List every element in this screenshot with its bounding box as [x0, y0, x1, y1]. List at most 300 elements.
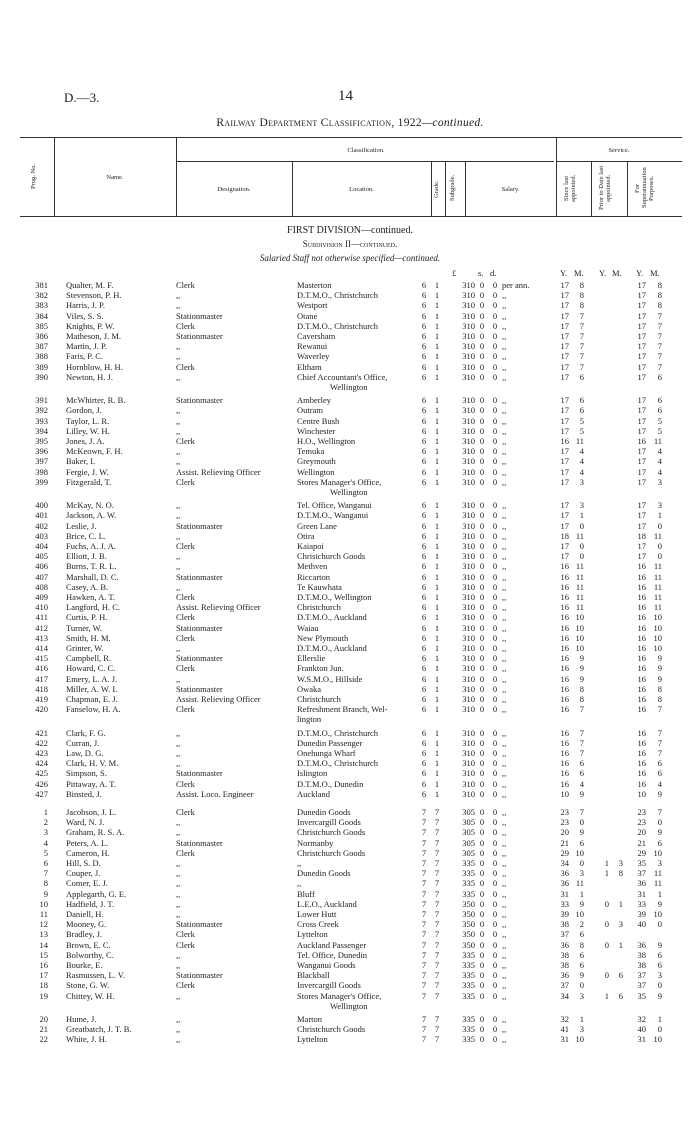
super-months-cell: 9 [657, 990, 662, 1001]
grade-cell: 6 [421, 748, 427, 758]
super-months-cell: 7 [657, 737, 662, 748]
salary-shillings-cell: 0 [479, 673, 485, 684]
salary-shillings-cell: 0 [479, 561, 485, 572]
prior-years-cell: 1 [604, 868, 609, 879]
prog-no-cell: 8 [43, 878, 48, 889]
salary-pounds-cell: 310 [462, 351, 475, 362]
name-cell: McWhirter, R. B. [66, 395, 126, 406]
prog-no-cell: 2 [43, 817, 48, 828]
name-cell: Chapman, E. J. [66, 694, 118, 704]
location-cell: Christchurch Goods [297, 827, 366, 838]
prog-no-cell: 10 [39, 898, 48, 909]
designation-cell: ,, [176, 673, 181, 684]
location-cell: Christchurch Goods [297, 551, 366, 562]
prog-no-cell: 416 [35, 663, 48, 674]
prog-no-cell: 423 [35, 748, 48, 758]
grade-cell: 7 [421, 929, 427, 940]
subgrade-cell: 7 [434, 949, 440, 960]
salary-period-cell: ,, [502, 612, 507, 623]
since-months-cell: 10 [575, 847, 584, 858]
since-months-cell: 6 [579, 960, 584, 970]
since-months-cell: 7 [579, 351, 584, 362]
location-cell: Wellington [297, 466, 335, 477]
salary-pence-cell: 0 [492, 960, 498, 970]
since-years-cell: 16 [560, 683, 569, 694]
location-cell: Christchurch Goods [297, 847, 366, 858]
since-years-cell: 16 [560, 653, 569, 664]
super-years-cell: 16 [637, 653, 646, 664]
grade-cell: 6 [421, 683, 427, 694]
subgrade-cell: 7 [434, 919, 440, 930]
salary-shillings-cell: 0 [479, 653, 485, 664]
location-cell: Stores Manager's Office, [297, 476, 382, 487]
since-months-cell: 2 [579, 919, 584, 930]
prog-no-cell: 410 [35, 602, 48, 613]
name-cell: Leslie, J. [66, 520, 97, 531]
subgrade-cell: 1 [434, 361, 440, 372]
designation-cell: Clerk [176, 939, 195, 950]
super-months-cell: 10 [653, 622, 662, 633]
salary-period-cell: ,, [502, 371, 507, 382]
location-cell: Christchurch [297, 602, 341, 613]
name-cell: Cameron, H. [66, 847, 110, 858]
grade-cell: 6 [421, 551, 427, 562]
salary-period-cell: ,, [502, 361, 507, 372]
salary-pounds-cell: 350 [462, 939, 475, 950]
salary-shillings-cell: 0 [479, 622, 485, 633]
salary-period-cell: ,, [502, 446, 507, 457]
salary-shillings-cell: 0 [479, 476, 485, 487]
salary-pence-cell: 0 [492, 663, 498, 674]
salary-pounds-cell: 310 [462, 704, 475, 715]
location-cell-continued: Wellington [330, 382, 368, 392]
super-months-cell: 3 [657, 500, 662, 511]
grade-cell: 6 [421, 788, 427, 799]
prog-no-cell: 390 [35, 371, 48, 382]
subgrade-cell: 1 [434, 632, 440, 643]
since-months-cell: 10 [575, 643, 584, 653]
grade-cell: 7 [421, 837, 427, 848]
name-cell: Simpson, S. [66, 768, 107, 779]
grade-cell: 7 [421, 878, 427, 889]
name-cell: Jackson, A. W. [66, 510, 117, 521]
salary-shillings-cell: 0 [479, 847, 485, 858]
designation-cell: ,, [176, 990, 181, 1001]
salary-shillings-cell: 0 [479, 290, 485, 301]
grade-cell: 7 [421, 970, 427, 981]
salary-pence-cell: 0 [492, 837, 498, 848]
months-label: M. [612, 268, 622, 278]
since-years-cell: 34 [560, 858, 569, 868]
subgrade-cell: 7 [434, 858, 440, 868]
location-cell: Otane [297, 310, 318, 321]
since-months-cell: 9 [579, 673, 584, 684]
super-months-cell: 11 [653, 561, 662, 572]
salary-pence-cell: 0 [492, 939, 498, 950]
salary-pounds-cell: 310 [462, 737, 475, 748]
salary-pounds-cell: 310 [462, 788, 475, 799]
subgrade-cell: 1 [434, 466, 440, 477]
since-months-cell: 7 [579, 320, 584, 331]
since-months-cell: 9 [579, 970, 584, 981]
salary-shillings-cell: 0 [479, 837, 485, 848]
since-months-cell: 11 [575, 561, 584, 572]
since-years-cell: 16 [560, 592, 569, 602]
salary-pence-cell: 0 [492, 602, 498, 613]
subgrade-cell: 7 [434, 980, 440, 991]
salary-pounds-cell: 310 [462, 320, 475, 331]
table-row-continuation [0, 1001, 700, 1013]
salary-shillings-cell: 0 [479, 778, 485, 789]
pound-label: £ [452, 268, 457, 278]
salary-pence-cell: 0 [492, 476, 498, 487]
salary-pounds-cell: 310 [462, 653, 475, 664]
subgrade-cell: 1 [434, 341, 440, 352]
designation-cell: Clerk [176, 807, 195, 817]
name-cell: Hill, S. D. [66, 858, 101, 868]
name-cell: Miller, A. W. I. [66, 683, 118, 694]
super-years-cell: 16 [637, 622, 646, 633]
name-cell: Baker, I. [66, 456, 96, 467]
since-months-cell: 0 [579, 541, 584, 551]
salary-shillings-cell: 0 [479, 602, 485, 613]
since-years-cell: 17 [560, 320, 569, 331]
super-months-cell: 9 [657, 898, 662, 909]
grade-cell: 6 [421, 280, 427, 290]
subgrade-cell: 1 [434, 446, 440, 457]
super-years-cell: 16 [637, 737, 646, 748]
super-months-cell: 0 [657, 919, 662, 930]
subgrade-cell: 1 [434, 425, 440, 436]
name-cell: Jacobson, J. L. [66, 807, 117, 817]
designation-cell: ,, [176, 530, 181, 541]
salary-pence-cell: 0 [492, 1014, 498, 1024]
super-years-cell: 17 [637, 405, 646, 416]
salary-pounds-cell: 335 [462, 1034, 475, 1045]
salary-pence-cell: 0 [492, 827, 498, 838]
salary-pence-cell: 0 [492, 632, 498, 643]
salary-shillings-cell: 0 [479, 949, 485, 960]
since-months-cell: 5 [579, 425, 584, 436]
salary-period-cell: ,, [502, 1024, 507, 1035]
since-years-cell: 16 [560, 704, 569, 715]
prog-no-cell: 16 [39, 960, 48, 970]
prog-no-cell: 384 [35, 310, 48, 321]
name-cell: Howard, C. C. [66, 663, 116, 674]
salary-pounds-cell: 335 [462, 960, 475, 970]
salary-shillings-cell: 0 [479, 520, 485, 531]
location-cell: Te Kauwhata [297, 581, 342, 592]
subgrade-cell: 1 [434, 727, 440, 738]
designation-cell: ,, [176, 643, 181, 653]
prog-no-cell: 424 [35, 758, 48, 769]
since-years-cell: 16 [560, 643, 569, 653]
since-months-cell: 9 [579, 788, 584, 799]
salary-pounds-cell: 310 [462, 290, 475, 301]
salary-shillings-cell: 0 [479, 530, 485, 541]
salary-pounds-cell: 310 [462, 341, 475, 352]
name-cell: Matheson, J. M. [66, 331, 122, 341]
grade-cell: 6 [421, 395, 427, 406]
salary-shillings-cell: 0 [479, 632, 485, 643]
prior-years-cell: 0 [604, 898, 609, 909]
grade-cell: 6 [421, 405, 427, 416]
name-cell: Binsted, J. [66, 788, 102, 799]
super-years-cell: 16 [637, 581, 646, 592]
grade-cell: 6 [421, 673, 427, 684]
location-cell: Masterton [297, 280, 332, 290]
subgrade-cell: 7 [434, 1034, 440, 1045]
salary-pence-cell: 0 [492, 807, 498, 817]
salary-period-cell: ,, [502, 592, 507, 602]
since-years-cell: 36 [560, 939, 569, 950]
since-years-cell: 17 [560, 310, 569, 321]
grade-cell: 6 [421, 592, 427, 602]
location-cell: D.T.M.O., Auckland [297, 612, 367, 623]
prog-no-cell: 4 [43, 837, 48, 848]
prog-no-cell: 11 [39, 909, 48, 919]
subgrade-cell: 1 [434, 683, 440, 694]
grade-cell: 6 [421, 737, 427, 748]
super-years-cell: 16 [637, 673, 646, 684]
salary-pence-cell: 0 [492, 456, 498, 467]
subgrade-cell: 7 [434, 868, 440, 879]
salary-shillings-cell: 0 [479, 320, 485, 331]
salary-pounds-cell: 310 [462, 748, 475, 758]
salary-shillings-cell: 0 [479, 788, 485, 799]
salary-pence-cell: 0 [492, 331, 498, 341]
prog-no-cell: 417 [35, 673, 48, 684]
salary-pence-cell: 0 [492, 847, 498, 858]
salary-pounds-cell: 305 [462, 847, 475, 858]
header-salary: Salary. [501, 186, 520, 193]
salary-shillings-cell: 0 [479, 683, 485, 694]
salary-period-cell: ,, [502, 980, 507, 991]
grade-cell: 7 [421, 1034, 427, 1045]
salary-shillings-cell: 0 [479, 405, 485, 416]
salary-pounds-cell: 310 [462, 510, 475, 521]
grade-cell: 6 [421, 476, 427, 487]
super-years-cell: 17 [637, 541, 646, 551]
table-row [0, 789, 700, 801]
grade-cell: 6 [421, 622, 427, 633]
prior-months-cell: 1 [618, 898, 623, 909]
name-cell: Hadfield, J. T. [66, 898, 115, 909]
grade-cell: 7 [421, 807, 427, 817]
designation-cell: Clerk [176, 612, 195, 623]
location-cell: Auckland [297, 788, 331, 799]
location-cell: Tel. Office, Dunedin [297, 949, 368, 960]
salary-pence-cell: 0 [492, 817, 498, 828]
location-cell: Lyttelton [297, 929, 328, 940]
since-months-cell: 10 [575, 622, 584, 633]
salary-period-cell: ,, [502, 898, 507, 909]
super-years-cell: 17 [637, 415, 646, 426]
salary-pence-cell: 0 [492, 768, 498, 779]
designation-cell: ,, [176, 827, 181, 838]
name-cell: Hume, J. [66, 1014, 97, 1024]
location-cell: Waiau [297, 622, 319, 633]
super-months-cell: 9 [657, 827, 662, 838]
since-months-cell: 0 [579, 551, 584, 562]
since-years-cell: 23 [560, 807, 569, 817]
since-years-cell: 16 [560, 694, 569, 704]
designation-cell: Clerk [176, 361, 195, 372]
grade-cell: 7 [421, 960, 427, 970]
super-months-cell: 11 [653, 436, 662, 446]
subgrade-cell: 1 [434, 694, 440, 704]
grade-cell: 6 [421, 704, 427, 715]
salary-period-cell: ,, [502, 788, 507, 799]
subgrade-cell: 1 [434, 300, 440, 311]
salary-shillings-cell: 0 [479, 1014, 485, 1024]
name-cell: Pittaway, A. T. [66, 778, 116, 789]
super-months-cell: 7 [657, 310, 662, 321]
salary-pounds-cell: 310 [462, 541, 475, 551]
grade-cell: 6 [421, 500, 427, 511]
super-months-cell: 8 [657, 694, 662, 704]
header-name: Name. [106, 174, 124, 181]
prog-no-cell: 407 [35, 571, 48, 582]
since-years-cell: 16 [560, 748, 569, 758]
name-cell: Harris, J. P. [66, 300, 105, 311]
salary-shillings-cell: 0 [479, 361, 485, 372]
location-cell: Dunedin Goods [297, 868, 351, 879]
header-superannuation: For Superannuation Purposes. [634, 167, 655, 209]
since-years-cell: 17 [560, 476, 569, 487]
super-months-cell: 11 [653, 868, 662, 879]
location-cell: Temuka [297, 446, 325, 457]
super-years-cell: 17 [637, 510, 646, 521]
name-cell: Rasmussen, L. V. [66, 970, 125, 981]
since-years-cell: 17 [560, 351, 569, 362]
prog-no-cell: 22 [39, 1034, 48, 1045]
since-months-cell: 8 [579, 300, 584, 311]
subgrade-cell: 1 [434, 351, 440, 362]
grade-cell: 6 [421, 541, 427, 551]
since-years-cell: 16 [560, 737, 569, 748]
since-years-cell: 17 [560, 280, 569, 290]
salary-period-cell: ,, [502, 847, 507, 858]
name-cell: McKeown, F. H. [66, 446, 123, 457]
prog-no-cell: 412 [35, 622, 48, 633]
salary-pence-cell: 0 [492, 990, 498, 1001]
super-years-cell: 17 [637, 456, 646, 467]
name-cell: Emery, L. A. J. [66, 673, 118, 684]
since-months-cell: 7 [579, 727, 584, 738]
prog-no-cell: 7 [43, 868, 48, 879]
header-grade: Grade. [433, 180, 440, 198]
super-years-cell: 17 [637, 320, 646, 331]
designation-cell: Clerk [176, 929, 195, 940]
salary-period-cell: ,, [502, 510, 507, 521]
grade-cell: 6 [421, 456, 427, 467]
location-cell: D.T.M.O., Christchurch [297, 727, 379, 738]
location-cell: Westport [297, 300, 328, 311]
location-cell: D.T.M.O., Christchurch [297, 758, 379, 769]
salary-period-cell: ,, [502, 704, 507, 715]
salary-pounds-cell: 310 [462, 581, 475, 592]
salary-pence-cell: 0 [492, 300, 498, 311]
salary-period-cell: ,, [502, 351, 507, 362]
super-years-cell: 35 [637, 990, 646, 1001]
salary-pence-cell: 0 [492, 929, 498, 940]
designation-cell: Clerk [176, 663, 195, 674]
salary-pence-cell: 0 [492, 919, 498, 930]
super-years-cell: 16 [637, 436, 646, 446]
since-months-cell: 8 [579, 290, 584, 301]
since-years-cell: 17 [560, 395, 569, 406]
prog-no-cell: 3 [43, 827, 48, 838]
location-cell: Islington [297, 768, 328, 779]
since-years-cell: 16 [560, 571, 569, 582]
prog-no-cell: 382 [35, 290, 48, 301]
salary-period-cell: ,, [502, 622, 507, 633]
prog-no-cell: 20 [39, 1014, 48, 1024]
prog-no-cell: 406 [35, 561, 48, 572]
salary-pence-cell: 0 [492, 510, 498, 521]
designation-cell: Stationmaster [176, 768, 223, 779]
grade-cell: 6 [421, 694, 427, 704]
super-years-cell: 39 [637, 909, 646, 919]
designation-cell: ,, [176, 748, 181, 758]
salary-pounds-cell: 310 [462, 778, 475, 789]
prog-no-cell: 12 [39, 919, 48, 930]
designation-cell: Clerk [176, 436, 195, 446]
super-years-cell: 17 [637, 361, 646, 372]
salary-shillings-cell: 0 [479, 446, 485, 457]
location-cell: Chief Accountant's Office, [297, 371, 388, 382]
title-main: Railway Department Classification, 1922 [216, 117, 422, 129]
since-months-cell: 7 [579, 807, 584, 817]
prog-no-cell: 400 [35, 500, 48, 511]
super-months-cell: 8 [657, 280, 662, 290]
salary-pence-cell: 0 [492, 1024, 498, 1035]
salary-shillings-cell: 0 [479, 868, 485, 879]
super-months-cell: 0 [657, 1024, 662, 1035]
salary-shillings-cell: 0 [479, 694, 485, 704]
name-cell: Faris, P. C. [66, 351, 104, 362]
name-cell: Grinter, W. [66, 643, 104, 653]
since-years-cell: 17 [560, 415, 569, 426]
designation-cell: ,, [176, 1024, 181, 1035]
super-years-cell: 16 [637, 602, 646, 613]
salary-pence-cell: 0 [492, 748, 498, 758]
designation-cell: ,, [176, 561, 181, 572]
subgrade-cell: 1 [434, 456, 440, 467]
grade-cell: 6 [421, 768, 427, 779]
since-years-cell: 10 [560, 788, 569, 799]
super-months-cell: 7 [657, 320, 662, 331]
salary-period-cell: ,, [502, 331, 507, 341]
name-cell: Stone, G. W. [66, 980, 110, 991]
location-cell: Christchurch [297, 694, 341, 704]
super-months-cell: 11 [653, 592, 662, 602]
prog-no-cell: 387 [35, 341, 48, 352]
super-years-cell: 40 [637, 919, 646, 930]
super-years-cell: 37 [637, 970, 646, 981]
salary-period-cell: ,, [502, 530, 507, 541]
subgrade-cell: 1 [434, 371, 440, 382]
since-years-cell: 16 [560, 663, 569, 674]
grade-cell: 7 [421, 898, 427, 909]
name-cell: Curran, J. [66, 737, 100, 748]
header-subgrade: Subgrade. [449, 174, 456, 202]
since-months-cell: 10 [575, 909, 584, 919]
salary-pence-cell: 0 [492, 551, 498, 562]
grade-cell: 7 [421, 1014, 427, 1024]
prog-no-cell: 411 [35, 612, 48, 623]
